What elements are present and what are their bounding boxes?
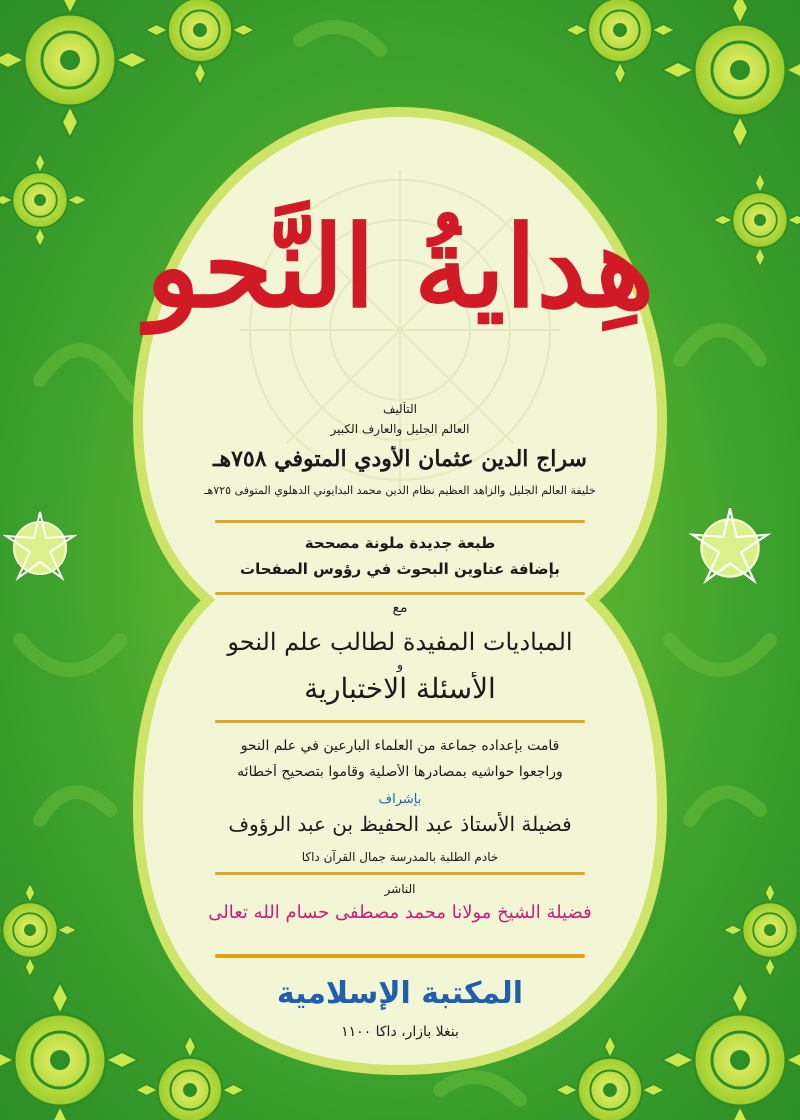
publisher-name: فضيلة الشيخ مولانا محمد مصطفى حسام الله تعالى: [208, 902, 592, 923]
conjunction-label: و: [396, 658, 404, 673]
addition-title-1: المباديات المفيدة لطالب علم النحو: [227, 628, 573, 656]
supervision-label: بإشراف: [378, 792, 422, 807]
library-address: بنغلا بازار، داكا ١١٠٠: [341, 1024, 459, 1040]
author-honorific: العالم الجليل والعارف الكبير: [330, 422, 470, 436]
divider-4: [215, 872, 585, 875]
divider-3: [215, 720, 585, 723]
supervisor-name: فضيلة الأستاذ عبد الحفيظ بن عبد الرؤوف: [228, 812, 572, 836]
divider-1: [215, 520, 585, 523]
publisher-label: الناشر: [384, 882, 416, 896]
supervisor-role: خادم الطلبة بالمدرسة جمال القرآن داكا: [301, 850, 499, 864]
addition-title-2: الأسئلة الاختبارية: [304, 672, 496, 705]
divider-2: [215, 592, 585, 595]
book-title: هِدايةُ النَّحو: [145, 202, 655, 333]
author-name: سراج الدين عثمان الأودي المتوفي ٧٥٨هـ: [213, 446, 587, 472]
library-name: المكتبة الإسلامية: [276, 976, 524, 1011]
preparation-line1: قامت بإعداده جماعة من العلماء البارعين في علم النحو: [240, 738, 560, 754]
edition-note-line1: طبعة جديدة ملونة مصححة: [304, 534, 496, 552]
author-successor-note: خليفة العالم الجليل والزاهد العظيم نظام الدين محمد البدايوني الدهلوي المتوفى ٧٢٥هـ: [204, 484, 596, 497]
preparation-line2: وراجعوا حواشيه بمصادرها الأصلية وقاموا بتصحيح أخطائه: [237, 764, 563, 780]
author-label: التأليف: [383, 402, 417, 416]
edition-note-line2: بإضافة عناوين البحوث في رؤوس الصفحات: [240, 560, 560, 578]
divider-5: [215, 954, 585, 958]
with-label: مع: [392, 600, 408, 616]
